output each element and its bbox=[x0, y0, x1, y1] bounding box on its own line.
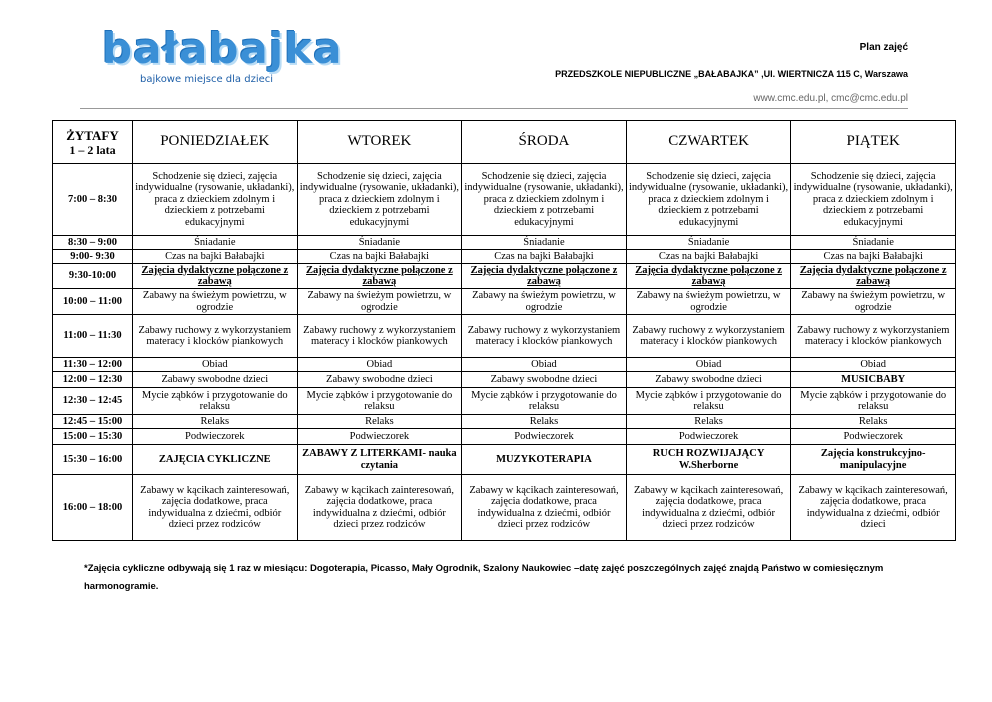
group-age: 1 – 2 lata bbox=[69, 142, 116, 157]
activity-cell: RUCH ROZWIJAJĄCY W.Sherborne bbox=[626, 445, 791, 475]
day-header: PIĄTEK bbox=[791, 121, 956, 164]
balabajka-logo bbox=[102, 24, 343, 94]
footnote: *Zajęcia cykliczne odbywają się 1 raz w miesiącu: Dogoterapia, Picasso, Mały Ogrodnik, Szalony Naukowiec –datę zajęć poszczególnych zajęć znajdą Państwo w comiesięcznym harmonogramie. bbox=[84, 563, 884, 592]
activity-cell: Zajęcia dydaktyczne połączone z zabawą bbox=[626, 264, 791, 289]
activity-cell: Schodzenie się dzieci, zajęcia indywidualne (rysowanie, układanki), praca z dzieckiem zdolnym i dzieckiem z potrzebami edukacyjnymi bbox=[462, 164, 627, 236]
activity-cell: Zabawy na świeżym powietrzu, w ogrodzie bbox=[462, 289, 627, 315]
schedule-row bbox=[53, 236, 956, 250]
activity-cell: Zajęcia dydaktyczne połączone z zabawą bbox=[133, 264, 298, 289]
activity-cell: Relaks bbox=[791, 415, 956, 429]
activity-cell: Zabawy swobodne dzieci bbox=[626, 372, 791, 388]
time-slot: 12:30 – 12:45 bbox=[53, 388, 133, 415]
activity-cell: Zabawy na świeżym powietrzu, w ogrodzie bbox=[791, 289, 956, 315]
activity-cell: Czas na bajki Bałabajki bbox=[626, 250, 791, 264]
activity-cell: Zabawy swobodne dzieci bbox=[462, 372, 627, 388]
schedule-row bbox=[53, 289, 956, 315]
activity-cell: Zabawy ruchowy z wykorzystaniem materacy i klocków piankowych bbox=[133, 315, 298, 358]
activity-cell: Schodzenie się dzieci, zajęcia indywidualne (rysowanie, układanki), praca z dzieckiem zdolnym i dzieckiem z potrzebami edukacyjnymi bbox=[133, 164, 298, 236]
schedule-row bbox=[53, 475, 956, 541]
schedule-row bbox=[53, 164, 956, 236]
time-slot: 11:00 – 11:30 bbox=[53, 315, 133, 358]
activity-cell: Podwieczorek bbox=[133, 429, 298, 445]
activity-cell: Zabawy ruchowy z wykorzystaniem materacy i klocków piankowych bbox=[626, 315, 791, 358]
contact-info: www.cmc.edu.pl, cmc@cmc.edu.pl bbox=[753, 93, 908, 104]
page-title: Plan zajęć bbox=[859, 42, 908, 53]
group-cell bbox=[53, 121, 133, 164]
activity-cell: Schodzenie się dzieci, zajęcia indywidualne (rysowanie, układanki), praca z dzieckiem zdolnym i dzieckiem z potrzebami edukacyjnymi bbox=[626, 164, 791, 236]
time-slot: 8:30 – 9:00 bbox=[53, 236, 133, 250]
activity-cell: Zabawy swobodne dzieci bbox=[297, 372, 462, 388]
activity-cell: Śniadanie bbox=[626, 236, 791, 250]
activity-cell: Schodzenie się dzieci, zajęcia indywidualne (rysowanie, układanki), praca z dzieckiem zdolnym i dzieckiem z potrzebami edukacyjnymi bbox=[791, 164, 956, 236]
activity-cell: Śniadanie bbox=[133, 236, 298, 250]
activity-cell: Zabawy w kącikach zainteresowań, zajęcia dodatkowe, praca indywidualna z dziećmi, odbiór dzieci przez rodziców bbox=[297, 475, 462, 541]
activity-cell: Schodzenie się dzieci, zajęcia indywidualne (rysowanie, układanki), praca z dzieckiem zdolnym i dzieckiem z potrzebami edukacyjnymi bbox=[297, 164, 462, 236]
group-name: ŻYTAFY bbox=[66, 127, 119, 143]
activity-cell: Zabawy ruchowy z wykorzystaniem materacy i klocków piankowych bbox=[462, 315, 627, 358]
time-slot: 11:30 – 12:00 bbox=[53, 358, 133, 372]
school-address: PRZEDSZKOLE NIEPUBLICZNE „BAŁABAJKA” ,Ul. WIERTNICZA 115 C, Warszawa bbox=[555, 69, 908, 79]
activity-cell: ZAJĘCIA CYKLICZNE bbox=[133, 445, 298, 475]
activity-cell: Podwieczorek bbox=[626, 429, 791, 445]
activity-cell: Czas na bajki Bałabajki bbox=[462, 250, 627, 264]
schedule-row bbox=[53, 445, 956, 475]
time-slot: 10:00 – 11:00 bbox=[53, 289, 133, 315]
activity-cell: Mycie ząbków i przygotowanie do relaksu bbox=[297, 388, 462, 415]
time-slot: 15:30 – 16:00 bbox=[53, 445, 133, 475]
activity-cell: Czas na bajki Bałabajki bbox=[133, 250, 298, 264]
activity-cell: Śniadanie bbox=[297, 236, 462, 250]
day-header: WTOREK bbox=[297, 121, 462, 164]
schedule-row bbox=[53, 429, 956, 445]
activity-cell: Zabawy na świeżym powietrzu, w ogrodzie bbox=[133, 289, 298, 315]
activity-cell: Obiad bbox=[626, 358, 791, 372]
activity-cell: Obiad bbox=[462, 358, 627, 372]
time-slot: 9:00- 9:30 bbox=[53, 250, 133, 264]
activity-cell: Relaks bbox=[297, 415, 462, 429]
activity-cell: Mycie ząbków i przygotowanie do relaksu bbox=[133, 388, 298, 415]
day-header: CZWARTEK bbox=[626, 121, 791, 164]
activity-cell: Czas na bajki Bałabajki bbox=[297, 250, 462, 264]
activity-cell: Zajęcia dydaktyczne połączone z zabawą bbox=[297, 264, 462, 289]
day-header: PONIEDZIAŁEK bbox=[133, 121, 298, 164]
activity-cell: Podwieczorek bbox=[462, 429, 627, 445]
schedule-row bbox=[53, 250, 956, 264]
activity-cell: Zabawy ruchowy z wykorzystaniem materacy i klocków piankowych bbox=[791, 315, 956, 358]
time-slot: 9:30-10:00 bbox=[53, 264, 133, 289]
schedule-row bbox=[53, 264, 956, 289]
activity-cell: Zabawy ruchowy z wykorzystaniem materacy i klocków piankowych bbox=[297, 315, 462, 358]
schedule-row bbox=[53, 315, 956, 358]
activity-cell: Mycie ząbków i przygotowanie do relaksu bbox=[462, 388, 627, 415]
activity-cell: Podwieczorek bbox=[297, 429, 462, 445]
activity-cell: Śniadanie bbox=[791, 236, 956, 250]
activity-cell: Zabawy w kącikach zainteresowań, zajęcia dodatkowe, praca indywidualna z dziećmi, odbiór dzieci bbox=[791, 475, 956, 541]
header-row bbox=[53, 121, 956, 164]
activity-cell: MUSICBABY bbox=[791, 372, 956, 388]
schedule-table bbox=[52, 120, 956, 541]
activity-cell: Obiad bbox=[133, 358, 298, 372]
time-slot: 15:00 – 15:30 bbox=[53, 429, 133, 445]
activity-cell: Zabawy swobodne dzieci bbox=[133, 372, 298, 388]
logo-wordmark: bałabajka bbox=[102, 24, 343, 73]
activity-cell: Zabawy na świeżym powietrzu, w ogrodzie bbox=[626, 289, 791, 315]
activity-cell: Zabawy w kącikach zainteresowań, zajęcia dodatkowe, praca indywidualna z dziećmi, odbiór dzieci przez rodziców bbox=[626, 475, 791, 541]
schedule-row bbox=[53, 358, 956, 372]
activity-cell: Relaks bbox=[133, 415, 298, 429]
activity-cell: Zabawy w kącikach zainteresowań, zajęcia dodatkowe, praca indywidualna z dziećmi, odbiór dzieci przez rodziców bbox=[133, 475, 298, 541]
activity-cell: Zabawy na świeżym powietrzu, w ogrodzie bbox=[297, 289, 462, 315]
activity-cell: Zajęcia dydaktyczne połączone z zabawą bbox=[462, 264, 627, 289]
activity-cell: Zajęcia konstrukcyjno-manipulacyjne bbox=[791, 445, 956, 475]
schedule-row bbox=[53, 372, 956, 388]
activity-cell: Zajęcia dydaktyczne połączone z zabawą bbox=[791, 264, 956, 289]
activity-cell: Zabawy w kącikach zainteresowań, zajęcia dodatkowe, praca indywidualna z dziećmi, odbiór dzieci przez rodziców bbox=[462, 475, 627, 541]
time-slot: 12:00 – 12:30 bbox=[53, 372, 133, 388]
activity-cell: Relaks bbox=[626, 415, 791, 429]
activity-cell: Mycie ząbków i przygotowanie do relaksu bbox=[791, 388, 956, 415]
time-slot: 12:45 – 15:00 bbox=[53, 415, 133, 429]
activity-cell: MUZYKOTERAPIA bbox=[462, 445, 627, 475]
schedule-row bbox=[53, 415, 956, 429]
activity-cell: Śniadanie bbox=[462, 236, 627, 250]
activity-cell: ZABAWY Z LITERKAMI- nauka czytania bbox=[297, 445, 462, 475]
activity-cell: Podwieczorek bbox=[791, 429, 956, 445]
logo-tagline: bajkowe miejsce dla dzieci bbox=[140, 74, 274, 85]
activity-cell: Czas na bajki Bałabajki bbox=[791, 250, 956, 264]
header-divider bbox=[80, 108, 908, 109]
activity-cell: Mycie ząbków i przygotowanie do relaksu bbox=[626, 388, 791, 415]
activity-cell: Relaks bbox=[462, 415, 627, 429]
time-slot: 7:00 – 8:30 bbox=[53, 164, 133, 236]
time-slot: 16:00 – 18:00 bbox=[53, 475, 133, 541]
activity-cell: Obiad bbox=[297, 358, 462, 372]
day-header: ŚRODA bbox=[462, 121, 627, 164]
activity-cell: Obiad bbox=[791, 358, 956, 372]
schedule-row bbox=[53, 388, 956, 415]
